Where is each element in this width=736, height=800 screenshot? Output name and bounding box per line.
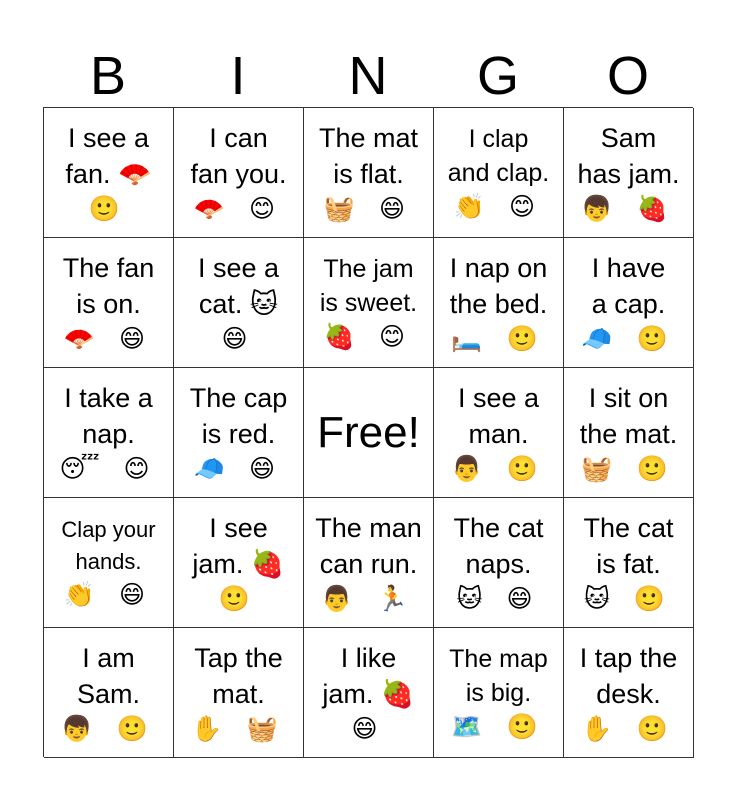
square-text: I see jam. 🍓 <box>192 512 285 579</box>
header-letter-i: I <box>230 46 246 106</box>
square-text: The man can run. <box>315 512 422 579</box>
square-text: I see a fan. 🪭 <box>65 122 152 189</box>
square-text: I tap the desk. <box>579 642 678 709</box>
square-text: The cat is fat. <box>583 512 674 579</box>
bingo-square[interactable] <box>174 498 304 628</box>
square-text: I take a nap. <box>64 382 153 449</box>
square-text: I can fan you. <box>190 122 287 189</box>
bingo-square[interactable] <box>564 108 694 238</box>
smiling-face-icon: 👏 😊 <box>453 191 544 221</box>
bingo-square[interactable] <box>174 368 304 498</box>
bingo-square[interactable] <box>174 628 304 758</box>
bingo-square[interactable] <box>304 238 434 368</box>
slightly-smiling-face-icon: 👦 🙂 <box>61 713 156 743</box>
bingo-square[interactable] <box>564 628 694 758</box>
square-text: The cap is red. <box>189 382 288 449</box>
slightly-smiling-face-icon: 🛏️ 🙂 <box>451 323 546 353</box>
grinning-face-icon: 🧢 😄 <box>193 453 284 483</box>
running-person-icon: 👨 🏃 <box>321 583 416 613</box>
square-text: I have a cap. <box>591 252 666 319</box>
square-text: The cat naps. <box>453 512 544 579</box>
square-text: Sam has jam. <box>577 122 680 189</box>
grinning-face-icon: 😄 <box>351 713 386 743</box>
square-text: Tap the mat. <box>194 642 283 709</box>
bingo-square[interactable] <box>434 238 564 368</box>
bingo-square[interactable] <box>304 108 434 238</box>
header-letter-o: O <box>606 46 649 106</box>
smiling-face-icon: 🪭 😊 <box>193 193 284 223</box>
square-text: I see a cat. 🐱 <box>197 252 280 319</box>
free-space[interactable] <box>304 368 434 498</box>
bingo-square[interactable] <box>304 628 434 758</box>
square-text: I like jam. 🍓 <box>322 642 415 709</box>
bingo-square[interactable] <box>174 108 304 238</box>
slightly-smiling-face-icon: 🧺 🙂 <box>581 453 676 483</box>
bingo-square[interactable] <box>564 498 694 628</box>
bingo-board <box>43 107 693 757</box>
square-text: I sit on the mat. <box>579 382 678 449</box>
smiling-face-icon: 🍓 😊 <box>323 321 414 351</box>
square-text: The jam is sweet. <box>319 254 418 317</box>
grinning-face-icon: 🐱 😄 <box>456 583 541 613</box>
bingo-square[interactable] <box>434 108 564 238</box>
bingo-square[interactable] <box>44 628 174 758</box>
square-text: I clap and clap. <box>447 124 550 187</box>
bingo-square[interactable] <box>564 238 694 368</box>
square-text: The fan is on. <box>62 252 155 319</box>
slightly-smiling-face-icon: 🗺️ 🙂 <box>451 711 546 741</box>
free-label: Free! <box>317 407 420 457</box>
slightly-smiling-face-icon: 🙂 <box>218 583 259 613</box>
grinning-face-icon: 😄 <box>221 323 256 353</box>
bingo-square[interactable] <box>564 368 694 498</box>
bingo-square[interactable] <box>44 368 174 498</box>
bingo-square[interactable] <box>44 108 174 238</box>
header-letter-n: N <box>348 46 388 106</box>
square-text: I am Sam. <box>76 642 141 709</box>
square-text: I nap on the bed. <box>449 252 548 319</box>
bingo-square[interactable] <box>434 498 564 628</box>
header-letter-g: G <box>476 46 519 106</box>
slightly-smiling-face-icon: 🐱 🙂 <box>583 583 674 613</box>
square-text: I see a man. <box>457 382 540 449</box>
basket-icon: ✋ 🧺 <box>191 713 286 743</box>
grinning-face-icon: 👏 😄 <box>63 579 154 609</box>
bingo-square[interactable] <box>434 628 564 758</box>
slightly-smiling-face-icon: 🙂 <box>88 193 129 223</box>
slightly-smiling-face-icon: ✋ 🙂 <box>581 713 676 743</box>
square-text: The map is big. <box>449 644 548 707</box>
bingo-square[interactable] <box>44 498 174 628</box>
bingo-square[interactable] <box>304 498 434 628</box>
header-letter-b: B <box>89 46 127 106</box>
slightly-smiling-face-icon: 👨 🙂 <box>451 453 546 483</box>
grinning-face-icon: 🪭 😄 <box>63 323 154 353</box>
bingo-square[interactable] <box>174 238 304 368</box>
bingo-square[interactable] <box>434 368 564 498</box>
bingo-square[interactable] <box>44 238 174 368</box>
grinning-face-icon: 🧺 😄 <box>323 193 414 223</box>
square-text: Clap your hands. <box>61 516 156 574</box>
strawberry-icon: 👦 🍓 <box>581 193 676 223</box>
slightly-smiling-face-icon: 🧢 🙂 <box>581 323 676 353</box>
square-text: The mat is flat. <box>318 122 419 189</box>
bingo-header <box>43 46 693 106</box>
smiling-face-icon: 😴 😊 <box>59 453 158 483</box>
